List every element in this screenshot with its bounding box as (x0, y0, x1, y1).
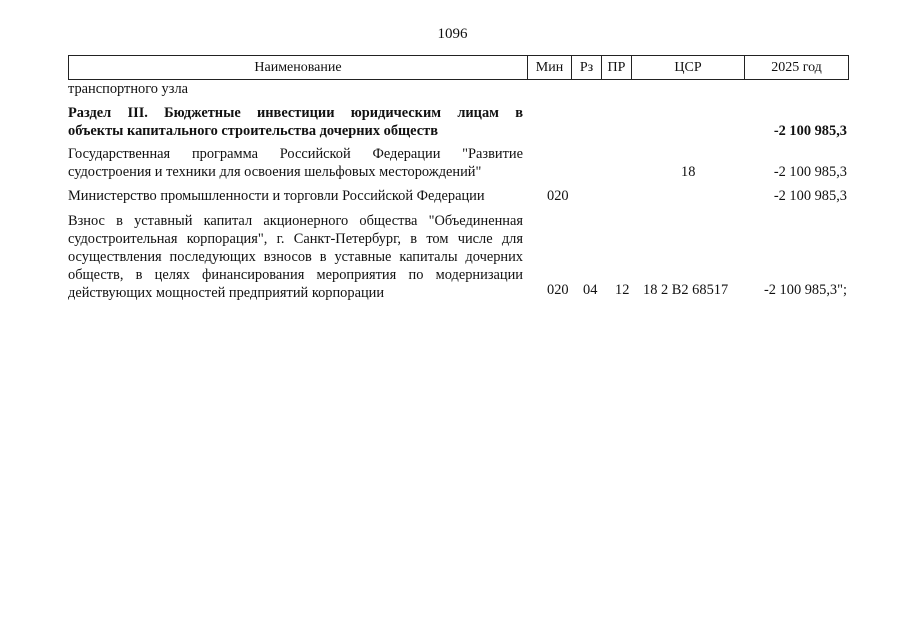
row-contribution-line-3: осуществления последующих взносов в уставные капиталы дочерних (68, 249, 523, 265)
row-ministry-amount: -2 100 985,3 (773, 188, 847, 204)
header-name: Наименование (69, 56, 528, 79)
header-min: Мин (528, 56, 572, 79)
row-section-iii-name (68, 104, 523, 140)
row-transport-hub-name: транспортного узла (68, 81, 189, 97)
row-ministry-name: Министерство промышленности и торговли Российской Федерации (68, 188, 485, 204)
row-section-iii-line-2: объекты капитального строительства дочерних обществ (68, 123, 438, 139)
header-pr: ПР (602, 56, 632, 79)
row-section-iii-amount: -2 100 985,3 (773, 123, 847, 139)
page-number: 1096 (437, 26, 468, 42)
header-year: 2025 год (771, 59, 822, 75)
row-contribution-min: 020 (547, 282, 569, 298)
table-header (68, 55, 849, 80)
row-contribution-rz: 04 (583, 282, 598, 298)
row-ministry-min: 020 (547, 188, 569, 204)
row-section-iii-line-1: Раздел III. Бюджетные инвестиции юридическим лицам в (68, 105, 523, 121)
row-contribution-line-1: Взнос в уставный капитал акционерного общества "Объединенная (68, 213, 523, 229)
row-state-program-line-1: Государственная программа Российской Федерации "Развитие (68, 146, 523, 162)
row-contribution-pr: 12 (615, 282, 630, 298)
row-state-program-name (68, 145, 523, 181)
row-state-program-csr: 18 (681, 164, 696, 180)
row-contribution-line-2: судостроительная корпорация", г. Санкт-Петербург, в том числе для (68, 231, 523, 247)
row-contribution-csr: 18 2 В2 68517 (643, 282, 729, 298)
row-state-program-line-2: судостроения и техники для освоения шельфовых месторождений" (68, 164, 482, 180)
row-contribution-line-5: действующих мощностей предприятий корпорации (68, 285, 385, 301)
row-state-program-amount: -2 100 985,3 (773, 164, 847, 180)
header-csr: ЦСР (632, 56, 745, 79)
header-rz: Рз (572, 56, 602, 79)
row-contribution-line-4: обществ, в целях финансирования мероприятия по модернизации (68, 267, 523, 283)
row-contribution-name (68, 212, 523, 302)
row-contribution-amount: -2 100 985,3"; (763, 282, 847, 298)
